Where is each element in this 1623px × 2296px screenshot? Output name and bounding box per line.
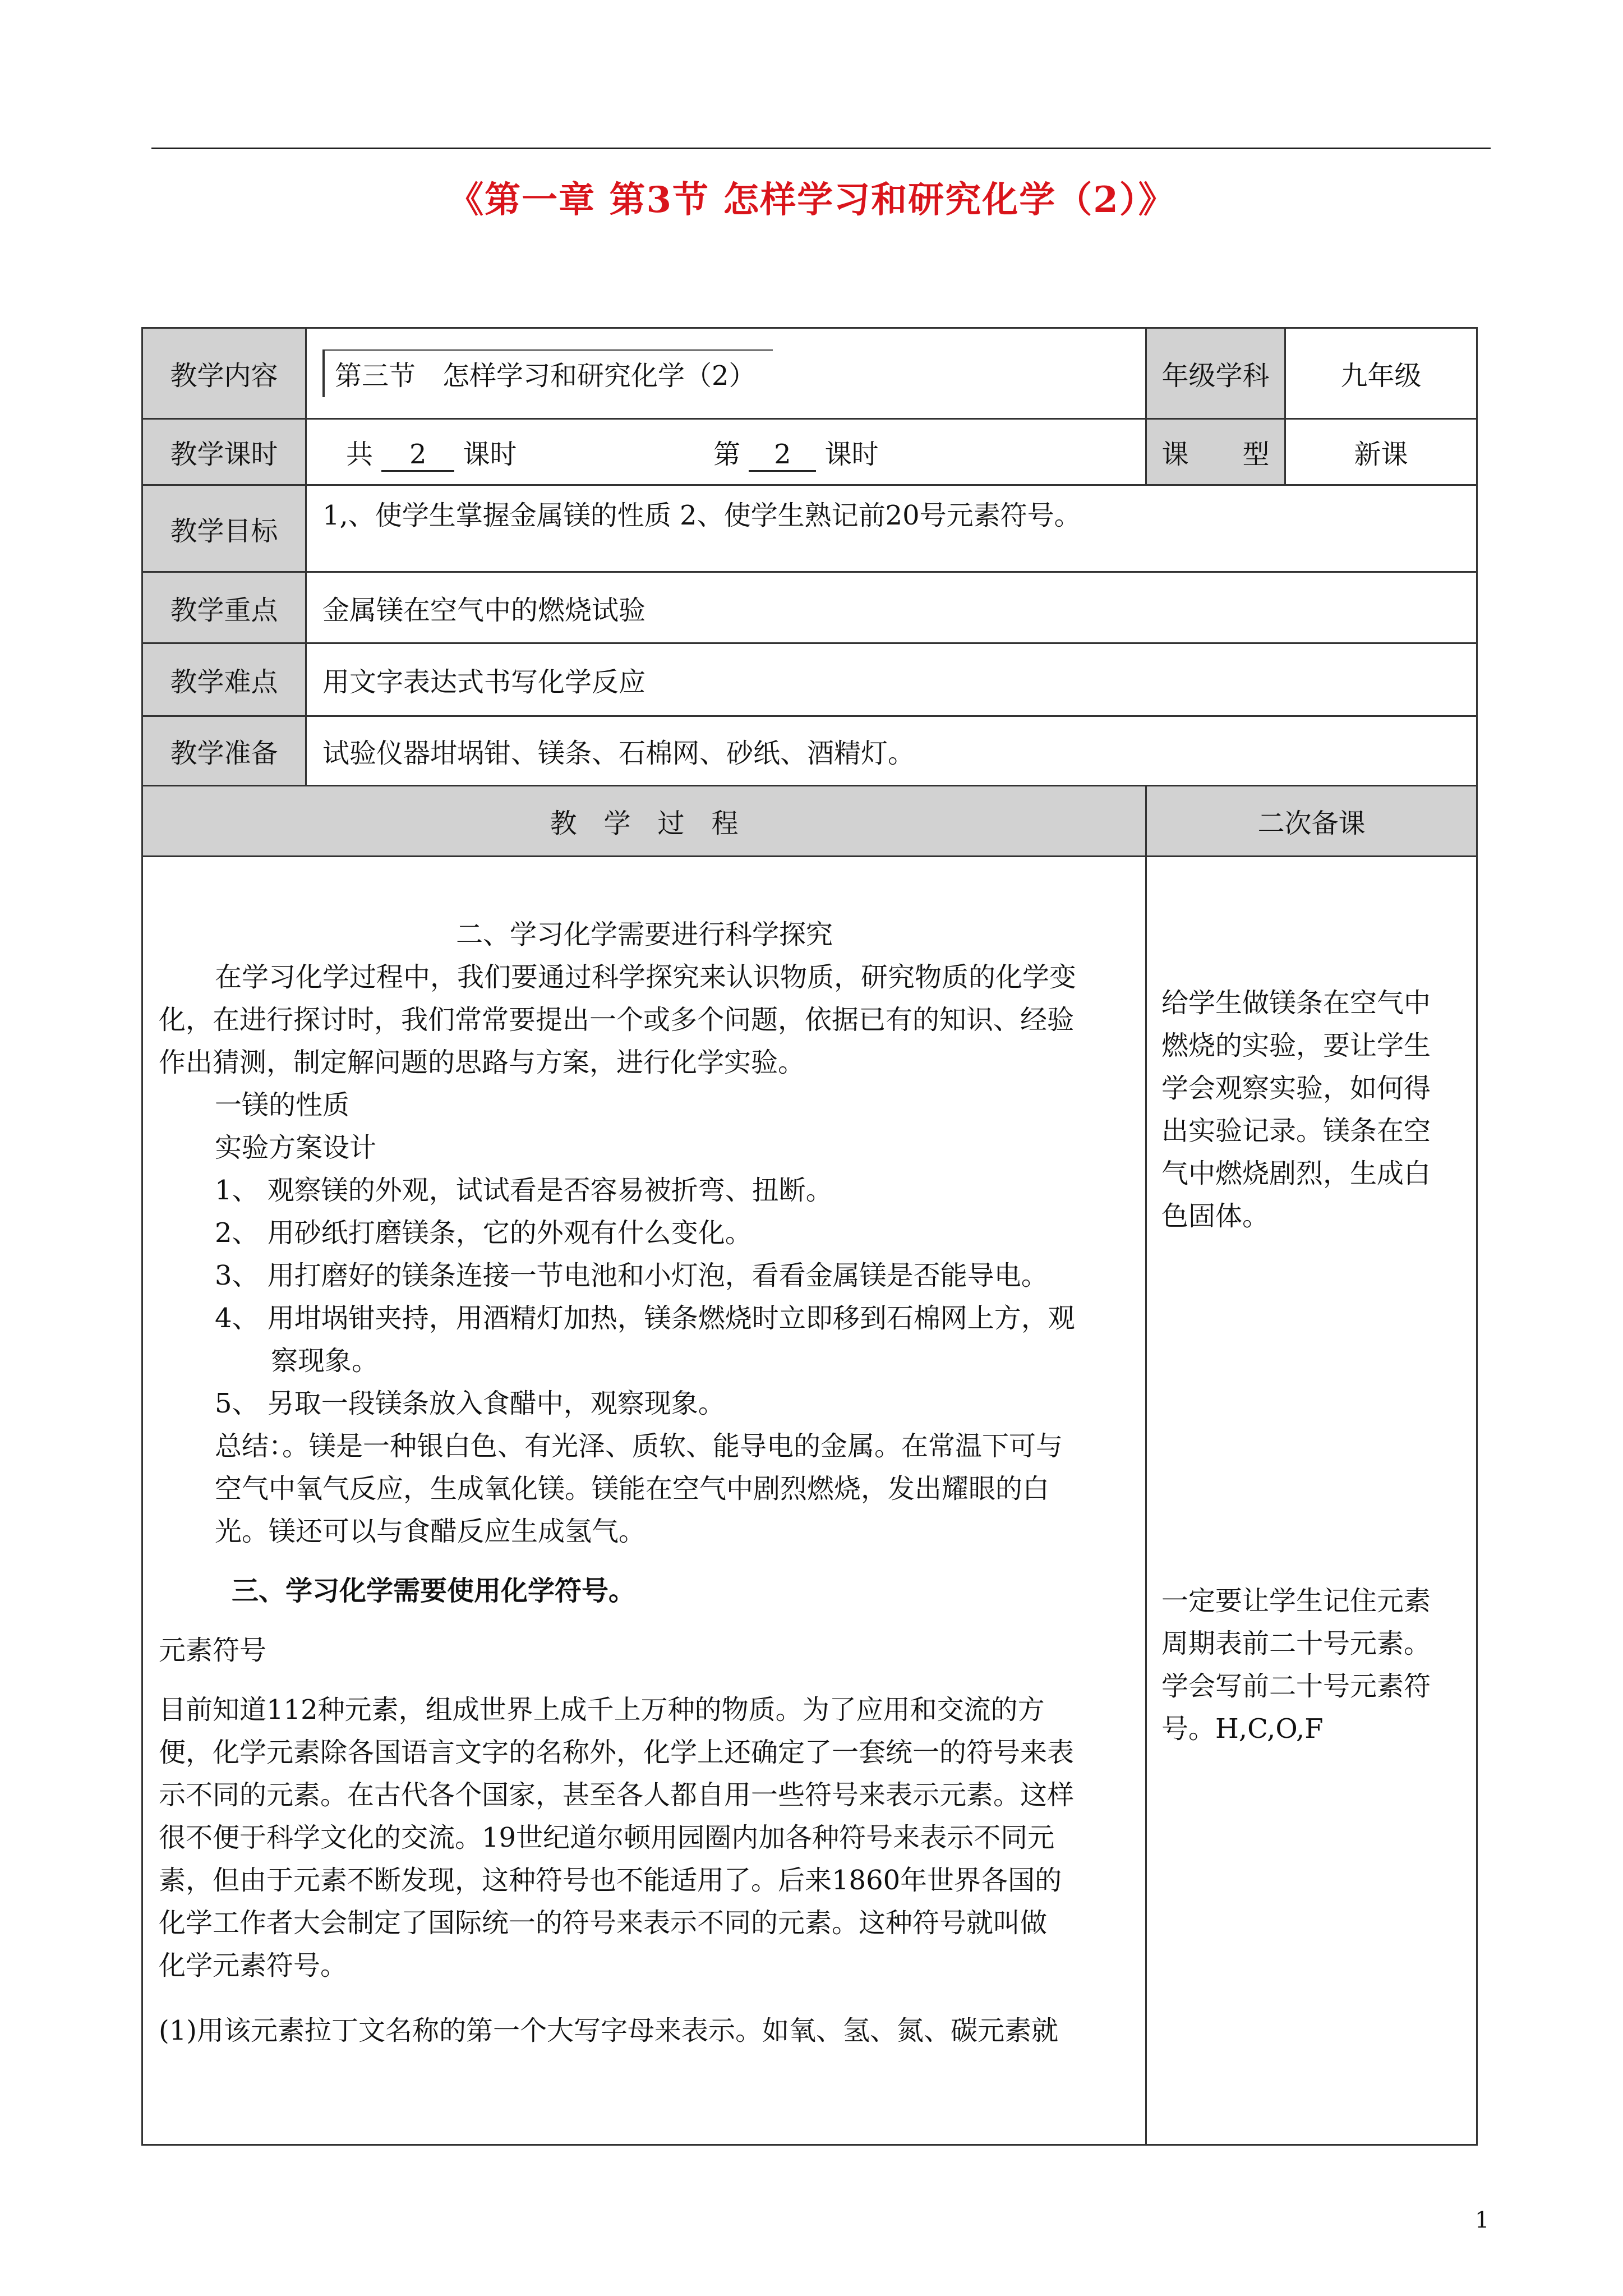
- value-content: [306, 328, 1146, 419]
- symbols-line-5: 素，但由于元素不断发现，这种符号也不能适用了。后来1860年世界各国的: [159, 1865, 1062, 1896]
- label-type: 课 型: [1146, 419, 1285, 485]
- symbols-line-1: 目前知道112种元素，组成世界上成千上万种的物质。为了应用和交流的方: [159, 1694, 1045, 1726]
- symbols-line-2: 便，化学元素除各国语言文字的名称外，化学上还确定了一套统一的符号来表: [159, 1737, 1075, 1768]
- label-content: 教学内容: [142, 328, 306, 419]
- hours-total-value: 2: [381, 439, 454, 472]
- row-process-body: [142, 857, 1477, 2145]
- value-prep: 试验仪器坩埚钳、镁条、石棉网、砂纸、酒精灯。: [306, 716, 1477, 786]
- label-hours: 教学课时: [142, 419, 306, 485]
- step-1: 1、 观察镁的外观，试试看是否容易被折弯、扭断。: [215, 1175, 833, 1206]
- label-difficulty: 教学难点: [142, 643, 306, 716]
- rule1-line: (1)用该元素拉丁文名称的第一个大写字母来表示。如氧、氢、氮、碳元素就: [159, 2015, 1058, 2046]
- label-key: 教学重点: [142, 572, 306, 643]
- note1-line-1: 给学生做镁条在空气中: [1161, 987, 1431, 1019]
- hours-current-value: 2: [749, 439, 816, 472]
- process-content: [142, 857, 1146, 2145]
- section3-title: 三、学习化学需要使用化学符号。: [232, 1575, 636, 1607]
- step-5: 5、 另取一段镁条放入食醋中，观察现象。: [215, 1388, 725, 1419]
- value-goal: 1,、使学生掌握金属镁的性质 2、使学生熟记前20号元素符号。: [306, 485, 1477, 572]
- note1-line-2: 燃烧的实验，要让学生: [1161, 1030, 1431, 1061]
- note1-line-5: 气中燃烧剧烈，生成白: [1161, 1158, 1431, 1189]
- header-rule: [151, 148, 1491, 149]
- value-difficulty: 用文字表达式书写化学反应: [306, 643, 1477, 716]
- design-heading: 实验方案设计: [215, 1132, 377, 1163]
- symbols-line-4: 很不便于科学文化的交流。19世纪道尔顿用园圈内加各种符号来表示不同元: [159, 1822, 1055, 1853]
- step-3: 3、 用打磨好的镁条连接一节电池和小灯泡，看看金属镁是否能导电。: [215, 1260, 1048, 1291]
- note2-line-1: 一定要让学生记住元素: [1161, 1585, 1431, 1617]
- row-difficulty: [142, 643, 1477, 716]
- intro-line-2: 化，在进行探讨时，我们常常要提出一个或多个问题，依据已有的知识、经验: [159, 1004, 1075, 1036]
- symbols-line-6: 化学工作者大会制定了国际统一的符号来表示不同的元素。这种符号就叫做: [159, 1907, 1048, 1939]
- hours-total-prefix: 共: [346, 438, 374, 470]
- hours-current-suffix: 课时: [824, 438, 879, 470]
- notes-content: [1146, 857, 1477, 2145]
- label-goal: 教学目标: [142, 485, 306, 572]
- step-2: 2、 用砂纸打磨镁条，它的外观有什么变化。: [215, 1217, 752, 1249]
- hours-total-suffix: 课时: [463, 438, 517, 470]
- note2-line-2: 周期表前二十号元素。: [1161, 1628, 1431, 1659]
- mg-heading: 一镁的性质: [215, 1089, 350, 1121]
- row-goal: [142, 485, 1477, 572]
- note2-line-3: 学会写前二十号元素符: [1161, 1671, 1431, 1702]
- label-grade: 年级学科: [1146, 328, 1285, 419]
- row-key: [142, 572, 1477, 643]
- symbols-line-3: 示不同的元素。在古代各个国家，甚至各人都自用一些符号来表示元素。这样: [159, 1779, 1075, 1811]
- lesson-plan-table: [141, 327, 1478, 2146]
- hours-current-prefix: 第: [713, 438, 741, 470]
- process-header: 教 学 过 程: [142, 786, 1146, 857]
- value-key: 金属镁在空气中的燃烧试验: [306, 572, 1477, 643]
- section2-title: 二、学习化学需要进行科学探究: [456, 919, 833, 950]
- summary-line-1: 总结：。镁是一种银白色、有光泽、质软、能导电的金属。在常温下可与: [215, 1430, 1063, 1462]
- value-grade: 九年级: [1285, 328, 1477, 419]
- intro-line-1: 在学习化学过程中，我们要通过科学探究来认识物质，研究物质的化学变: [215, 961, 1077, 993]
- note2-line-4: 号。H,C,O,F: [1161, 1713, 1324, 1745]
- notes-header: 二次备课: [1146, 786, 1477, 857]
- page-number: 1: [1475, 2207, 1490, 2233]
- note1-line-4: 出实验记录。镁条在空: [1161, 1115, 1431, 1147]
- row-content: [142, 328, 1477, 419]
- step-4-cont: 察现象。: [271, 1345, 379, 1377]
- symbols-line-7: 化学元素符号。: [159, 1950, 348, 1981]
- symbols-heading: 元素符号: [159, 1635, 267, 1666]
- row-process-header: [142, 786, 1477, 857]
- label-prep: 教学准备: [142, 716, 306, 786]
- note1-line-6: 色固体。: [1161, 1200, 1270, 1232]
- row-prep: [142, 716, 1477, 786]
- row-hours: [142, 419, 1477, 485]
- summary-line-3: 光。镁还可以与食醋反应生成氢气。: [215, 1516, 646, 1547]
- note1-line-3: 学会观察实验，如何得: [1161, 1073, 1431, 1104]
- intro-line-3: 作出猜测，制定解问题的思路与方案，进行化学实验。: [159, 1047, 805, 1078]
- value-hours: [306, 419, 1146, 485]
- content-box: 第三节 怎样学习和研究化学（2）: [322, 349, 773, 397]
- document-title: 《第一章 第3节 怎样学习和研究化学（2）》: [448, 179, 1175, 221]
- value-type: 新课: [1285, 419, 1477, 485]
- step-4: 4、 用坩埚钳夹持，用酒精灯加热，镁条燃烧时立即移到石棉网上方，观: [215, 1303, 1075, 1334]
- summary-line-2: 空气中氧气反应，生成氧化镁。镁能在空气中剧烈燃烧，发出耀眼的白: [215, 1473, 1050, 1504]
